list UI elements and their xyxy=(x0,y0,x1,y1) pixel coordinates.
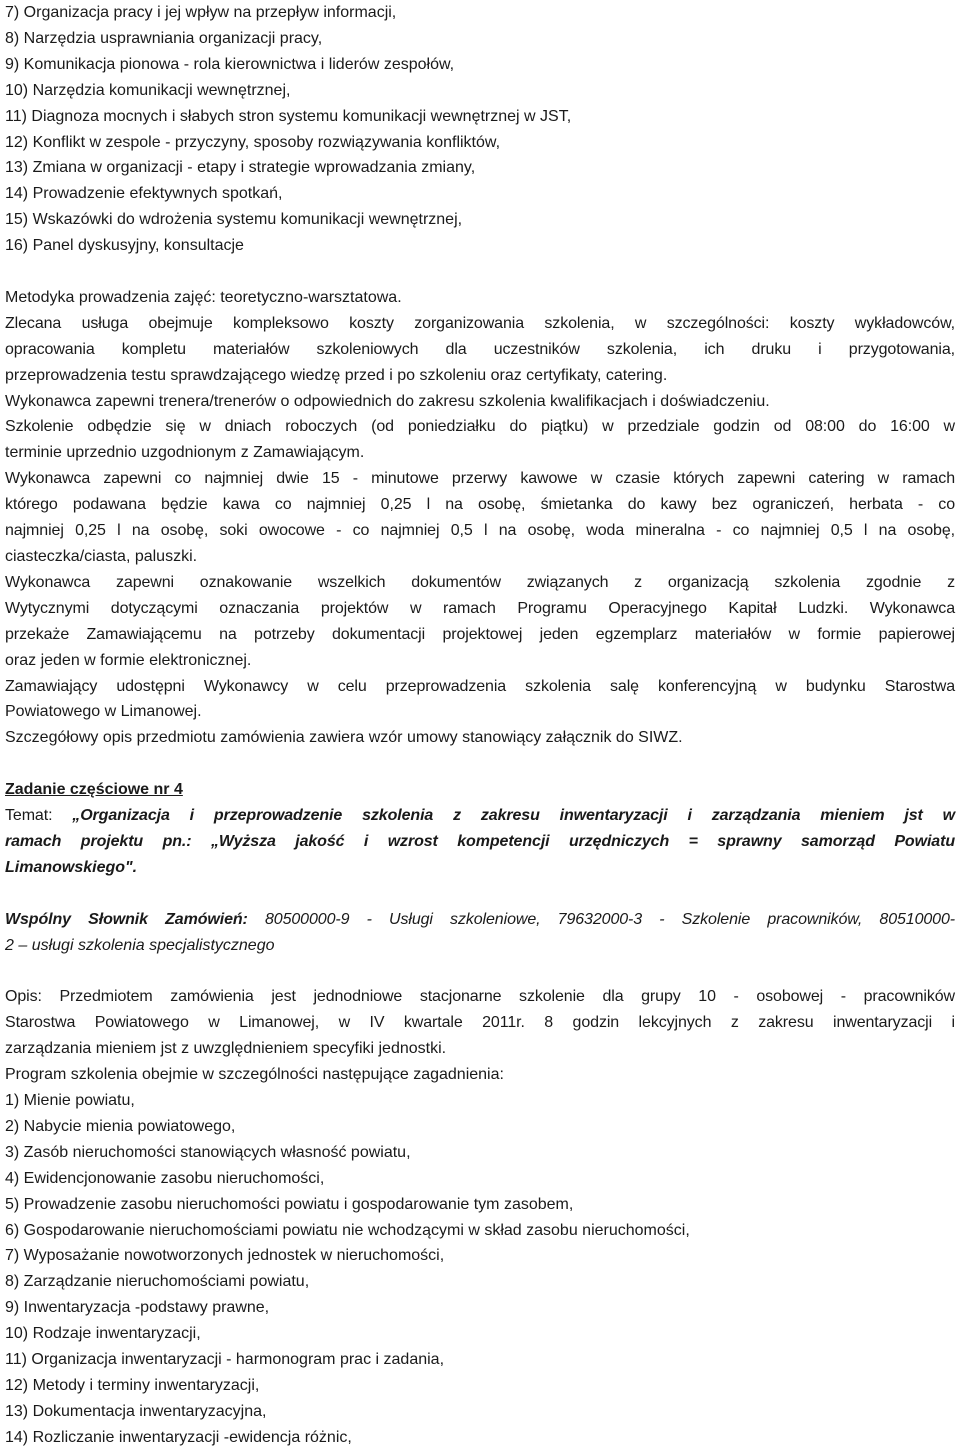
list-item: 11) Organizacja inwentaryzacji - harmonogram prac i zadania, xyxy=(5,1351,445,1369)
paragraph-catering xyxy=(5,466,955,570)
text-line: opracowania kompletu materiałów szkoleniowych dla uczestników szkolenia, ich druku i przygotowania, xyxy=(5,340,955,358)
topic-line: Limanowskiego". xyxy=(5,858,138,876)
paragraph-contract-note: Szczegółowy opis przedmiotu zamówienia zawiera wzór umowy stanowiący załącznik do SIWZ. xyxy=(5,729,683,747)
list-item: 5) Prowadzenie zasobu nieruchomości powiatu i gospodarowanie tym zasobem, xyxy=(5,1195,574,1213)
text-line: przekaże Zamawiającemu na potrzeby dokumentacji projektowej jeden egzemplarz materiałów w formie papierowej xyxy=(5,625,955,643)
list-item: 7) Wyposażanie nowotworzonych jednostek w nieruchomości, xyxy=(5,1247,445,1265)
list-item: 7) Organizacja pracy i jej wpływ na przepływ informacji, xyxy=(5,4,397,21)
list-item: 9) Inwentaryzacja -podstawy prawne, xyxy=(5,1299,270,1317)
paragraph-description xyxy=(5,984,955,1062)
text-line: Wykonawca zapewni co najmniej dwie 15 - minutowe przerwy kawowe w czasie których zapewni catering w ramach xyxy=(5,470,955,488)
list-item: 13) Dokumentacja inwentaryzacyjna, xyxy=(5,1402,267,1420)
list-item: 2) Nabycie mienia powiatowego, xyxy=(5,1117,236,1135)
text-line: terminie uprzednio uzgodnionym z Zamawiającym. xyxy=(5,444,365,462)
list-item: 14) Prowadzenie efektywnych spotkań, xyxy=(5,185,283,203)
paragraph-trainer: Wykonawca zapewni trenera/trenerów o odpowiednich do zakresu szkolenia kwalifikacjach i doświadczeniu. xyxy=(5,392,770,410)
section-heading: Zadanie częściowe nr 4 xyxy=(5,781,183,799)
cpv-label: Wspólny Słownik Zamówień: xyxy=(5,910,248,928)
topics-list-bottom xyxy=(5,1088,955,1451)
cpv-line: 2 – usługi szkolenia specjalistycznego xyxy=(5,936,275,954)
list-item: 1) Mienie powiatu, xyxy=(5,1092,135,1109)
list-item: 14) Rozliczanie inwentaryzacji -ewidencja różnic, xyxy=(5,1428,352,1446)
cpv-block xyxy=(5,907,955,959)
topics-list-top xyxy=(5,0,955,259)
list-item: 11) Diagnoza mocnych i słabych stron systemu komunikacji wewnętrznej w JST, xyxy=(5,107,572,125)
list-item: 15) Wskazówki do wdrożenia systemu komunikacji wewnętrznej, xyxy=(5,211,463,229)
list-item: 12) Konflikt w zespole - przyczyny, sposoby rozwiązywania konfliktów, xyxy=(5,133,501,151)
text-line: Powiatowego w Limanowej. xyxy=(5,703,202,721)
paragraph-venue xyxy=(5,674,955,726)
list-item: 10) Narzędzia komunikacji wewnętrznej, xyxy=(5,81,291,99)
text-line: Starostwa Powiatowego w Limanowej, w IV kwartale 2011r. 8 godzin lekcyjnych z zakresu inwentaryzacji i xyxy=(5,1014,955,1032)
list-item: 12) Metody i terminy inwentaryzacji, xyxy=(5,1376,260,1394)
list-item: 4) Ewidencjonowanie zasobu nieruchomości, xyxy=(5,1169,325,1187)
text-line: Wykonawca zapewni oznakowanie wszelkich dokumentów związanych z organizacją szkolenia zgodnie z xyxy=(5,573,955,591)
paragraph-schedule xyxy=(5,414,955,466)
cpv-line xyxy=(5,907,955,933)
list-item: 6) Gospodarowanie nieruchomościami powiatu nie wchodzącymi w skład zasobu nieruchomości, xyxy=(5,1221,690,1239)
text-line: którego podawana będzie kawa co najmniej 0,25 l na osobę, śmietanka do kawy bez ograniczeń, herbata - co xyxy=(5,496,955,514)
list-item: 8) Zarządzanie nieruchomościami powiatu, xyxy=(5,1273,310,1291)
text-line: Wytycznymi dotyczącymi oznaczania projektów w ramach Programu Operacyjnego Kapitał Ludzki. Wykonawca xyxy=(5,599,955,617)
topic-line: ramach projektu pn.: „Wyższa jakość i wzrost kompetencji urzędniczych = sprawny samorząd Powiatu xyxy=(5,832,955,850)
text-line: przeprowadzenia testu sprawdzającego wiedzę przed i po szkoleniu oraz certyfikaty, catering. xyxy=(5,366,668,384)
text-line: zarządzania mieniem jst z uwzględnieniem specyfiki jednostki. xyxy=(5,1040,447,1058)
text-line: najmniej 0,25 l na osobę, soki owocowe - co najmniej 0,5 l na osobę, woda mineralna - co najmniej 0,5 l na osobę, xyxy=(5,522,955,540)
methodology-text: Metodyka prowadzenia zajęć: teoretyczno-warsztatowa. xyxy=(5,288,402,306)
topic-block xyxy=(5,803,955,881)
program-intro: Program szkolenia obejmie w szczególności następujące zagadnienia: xyxy=(5,1066,504,1084)
topic-label: Temat: xyxy=(5,807,73,825)
text-line: Opis: Przedmiotem zamówienia jest jednodniowe stacjonarne szkolenie dla grupy 10 - osobowej - pracowników xyxy=(5,988,955,1006)
list-item: 10) Rodzaje inwentaryzacji, xyxy=(5,1325,201,1343)
cpv-codes: 80500000-9 - Usługi szkoleniowe, 79632000-3 - Szkolenie pracowników, 80510000- xyxy=(247,910,956,928)
text-line: oraz jeden w formie elektronicznej. xyxy=(5,651,252,669)
text-line: Szkolenie odbędzie się w dniach roboczych (od poniedziałku do piątku) w przedziale godzin od 08:00 do 16:00 w xyxy=(5,418,955,436)
list-item: 8) Narzędzia usprawniania organizacji pracy, xyxy=(5,29,323,47)
text-line: ciasteczka/ciasta, paluszki. xyxy=(5,548,198,566)
list-item: 16) Panel dyskusyjny, konsultacje xyxy=(5,237,244,255)
list-item: 13) Zmiana w organizacji - etapy i strategie wprowadzania zmiany, xyxy=(5,159,476,177)
topic-line xyxy=(5,803,955,829)
topic-title: „Organizacja i przeprowadzenie szkolenia z zakresu inwentaryzacji i zarządzania mieniem jst w xyxy=(72,807,955,825)
paragraph-scope xyxy=(5,311,955,389)
list-item: 9) Komunikacja pionowa - rola kierownictwa i liderów zespołów, xyxy=(5,55,455,73)
list-item: 3) Zasób nieruchomości stanowiących własność powiatu, xyxy=(5,1143,411,1161)
text-line: Zamawiający udostępni Wykonawcy w celu przeprowadzenia szkolenia salę konferencyjną w budynku Starostwa xyxy=(5,677,955,695)
text-line: Zlecana usługa obejmuje kompleksowo koszty zorganizowania szkolenia, w szczególności: koszty wykładowców, xyxy=(5,314,955,332)
paragraph-labeling xyxy=(5,570,955,674)
